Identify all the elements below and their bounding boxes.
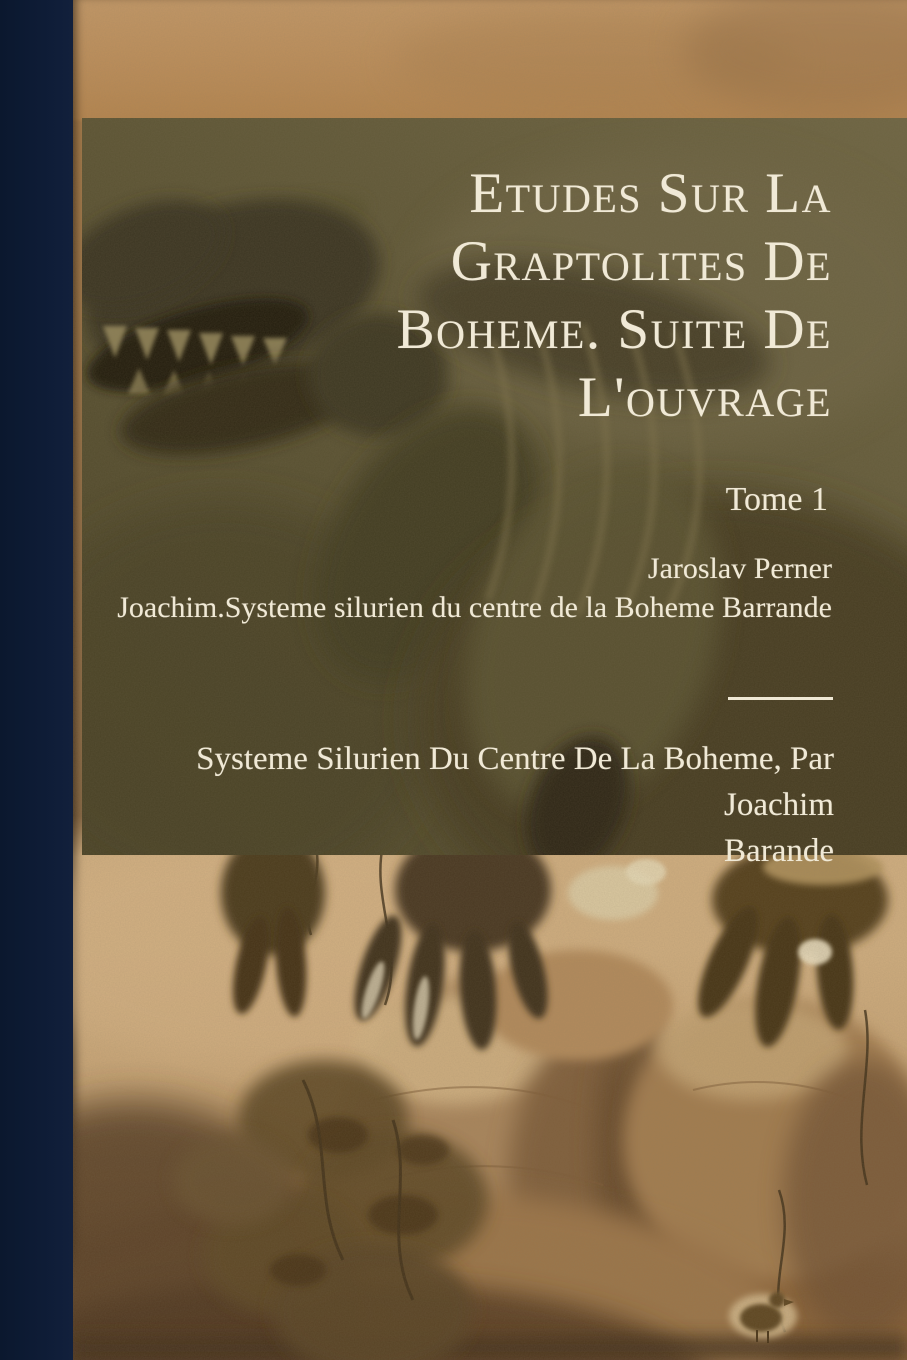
subtitle-line: Barande: [724, 833, 834, 869]
subtitle-line: Systeme Silurien Du Centre De La Boheme, Par Joachim: [196, 741, 834, 823]
author-name: Jaroslav Perner: [647, 552, 832, 585]
title-line: L'ouvrage: [577, 366, 832, 429]
author-name: Joachim.Systeme silurien du centre de la Boheme Barrande: [117, 591, 832, 624]
book-cover: [73, 0, 907, 1360]
book-spine: [0, 0, 73, 1360]
volume-label: Tome 1: [725, 481, 828, 518]
author-names: [117, 549, 832, 627]
title-line: Etudes Sur La: [469, 162, 832, 225]
title-divider: [728, 697, 833, 700]
book-title: [192, 160, 832, 432]
title-line: Graptolites De: [450, 230, 832, 293]
title-line: Boheme. Suite De: [396, 298, 832, 361]
book-subtitle: [174, 736, 834, 874]
